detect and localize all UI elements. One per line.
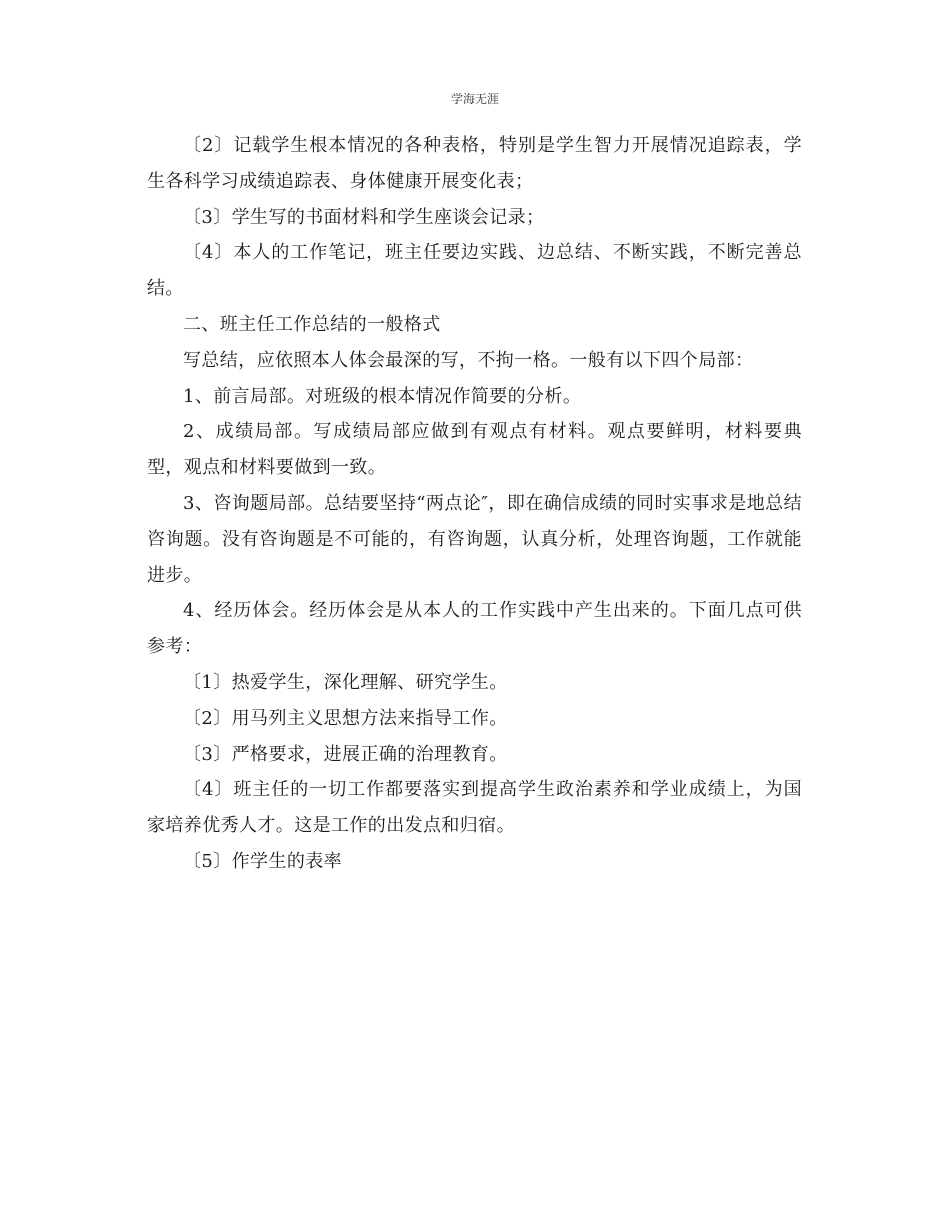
document-body: [147, 128, 802, 880]
list-item-method: 〔2〕用马列主义思想方法来指导工作。: [183, 707, 508, 729]
paragraph-four-parts: 写总结，应依照本人体会最深的写，不拘一格。一般有以下四个局部：: [183, 349, 754, 371]
list-item-love-students: 〔1〕热爱学生，深化理解、研究学生。: [183, 671, 508, 693]
list-item-role-model: 〔5〕作学生的表率: [183, 850, 343, 872]
list-item-strict: 〔3〕严格要求，进展正确的治理教育。: [183, 743, 508, 765]
paragraph-problems: 3、咨询题局部。总结要坚持“两点论″，即在确信成绩的同时实事求是地总结咨询题。没有咨询题是不可能的，有咨询题，认真分析，处理咨询题，工作就能进步。: [147, 492, 802, 586]
page-header: 学海无涯: [450, 92, 499, 106]
list-item-goal: 〔4〕班主任的一切工作都要落实到提高学生政治素养和学业成绩上，为国家培养优秀人才。这是工作的出发点和归宿。: [147, 779, 802, 837]
paragraph-work-notes: 〔4〕本人的工作笔记，班主任要边实践、边总结、不断实践，不断完善总结。: [147, 242, 802, 300]
paragraph-written-materials: 〔3〕学生写的书面材料和学生座谈会记录；: [183, 206, 545, 228]
paragraph-preface: 1、前言局部。对班级的根本情况作简要的分析。: [183, 385, 582, 407]
section-heading-format: 二、班主任工作总结的一般格式: [183, 313, 441, 335]
paragraph-achievements: 2、成绩局部。写成绩局部应做到有观点有材料。观点要鲜明，材料要典型，观点和材料要做到一致。: [147, 421, 802, 479]
paragraph-record-forms: 〔2〕记载学生根本情况的各种表格，特别是学生智力开展情况追踪表，学生各科学习成绩追踪表、身体健康开展变化表；: [147, 135, 802, 192]
paragraph-experience: 4、经历体会。经历体会是从本人的工作实践中产生出来的。下面几点可供参考：: [147, 600, 802, 658]
